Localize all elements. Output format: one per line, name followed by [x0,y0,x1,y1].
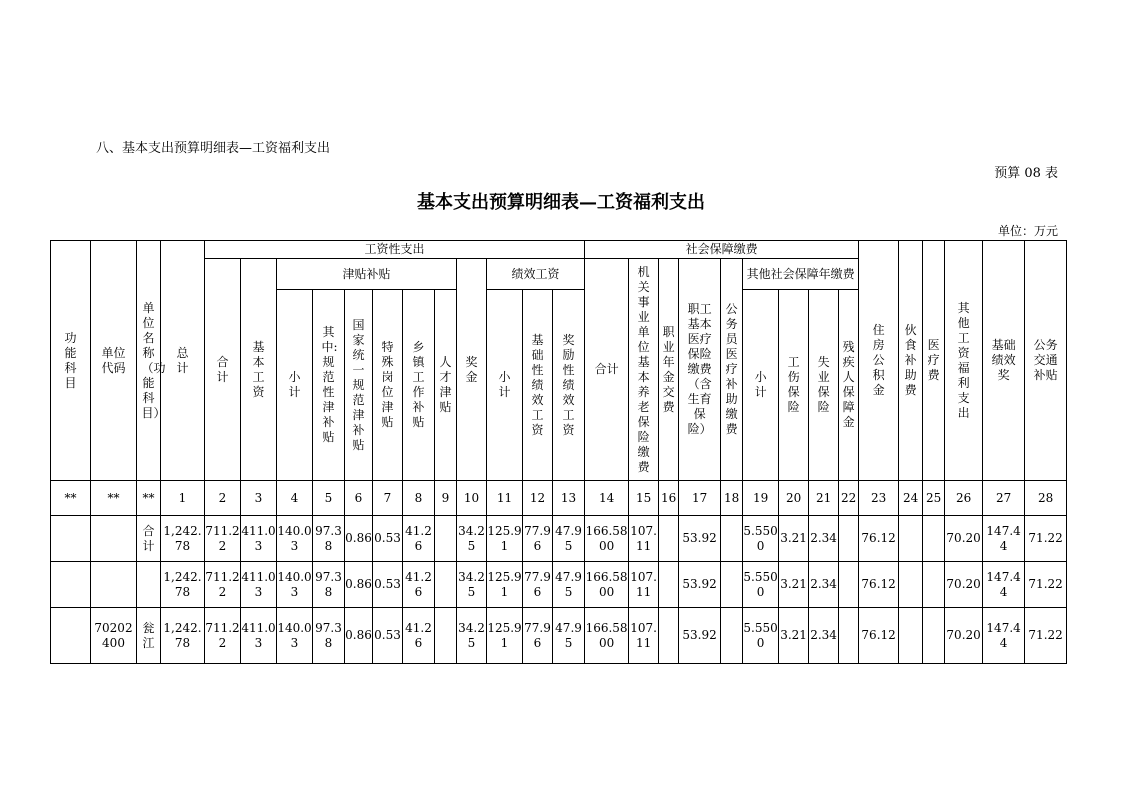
table-cell [91,562,137,608]
header-basic-perf-award: 基础绩效奖 [983,241,1025,481]
table-cell: 14 [585,481,629,516]
table-cell: 0.86 [345,516,373,562]
table-cell: 26 [945,481,983,516]
table-cell: 76.12 [859,562,899,608]
table-cell: 25 [923,481,945,516]
table-cell [51,608,91,664]
table-cell: 3.21 [779,516,809,562]
table-cell [435,516,457,562]
table-cell: 76.12 [859,608,899,664]
table-cell: 22 [839,481,859,516]
table-cell: 28 [1025,481,1067,516]
table-cell: 97.38 [313,608,345,664]
header-code: 单位代码 [91,241,137,481]
table-cell: 3.21 [779,608,809,664]
header-name: 单位名称（功能科目） [137,241,161,481]
table-cell [923,562,945,608]
table-cell: 70.20 [945,608,983,664]
table-cell: 1,242.78 [161,562,205,608]
header-perf-group: 绩效工资 [487,259,585,290]
table-cell: 2.34 [809,608,839,664]
table-cell: 4 [277,481,313,516]
table-cell: 0.53 [373,608,403,664]
table-cell: 41.26 [403,516,435,562]
table-cell: 140.03 [277,516,313,562]
table-cell: 711.22 [205,516,241,562]
table-cell: 147.44 [983,608,1025,664]
table-cell: 7 [373,481,403,516]
table-row [51,516,1067,562]
table-cell: 3 [241,481,277,516]
table-cell: 1,242.78 [161,516,205,562]
table-cell [839,562,859,608]
table-cell: 5.5500 [743,608,779,664]
table-cell: 6 [345,481,373,516]
table-cell: 34.25 [457,516,487,562]
table-cell [721,608,743,664]
table-cell: 2.34 [809,562,839,608]
table-cell: 107.11 [629,516,659,562]
table-cell: 17 [679,481,721,516]
header-other-sub: 小计 [743,290,779,481]
table-cell: 125.91 [487,516,523,562]
table-cell: 125.91 [487,562,523,608]
table-cell: 瓮江 [137,608,161,664]
table-cell: 2 [205,481,241,516]
table-cell: 15 [629,481,659,516]
table-cell: 76.12 [859,516,899,562]
table-cell: ** [91,481,137,516]
table-cell [923,608,945,664]
table-cell: 19 [743,481,779,516]
table-cell [659,608,679,664]
table-cell: 47.95 [553,516,585,562]
header-housing: 住房公积金 [859,241,899,481]
header-total: 总计 [161,241,205,481]
table-cell: 11 [487,481,523,516]
header-wage-sum: 合计 [205,259,241,481]
table-cell: 0.53 [373,562,403,608]
header-other-group: 其他社会保障年缴费 [743,259,859,290]
table-cell: 12 [523,481,553,516]
header-social-sum: 合计 [585,259,629,481]
header-wage-group: 工资性支出 [205,241,585,259]
table-cell: 47.95 [553,562,585,608]
index-row [51,481,1067,516]
table-cell: 5.5500 [743,516,779,562]
table-cell: 0.53 [373,516,403,562]
table-cell: 71.22 [1025,516,1067,562]
table-cell: 166.5800 [585,516,629,562]
table-cell: 24 [899,481,923,516]
table-cell: 0.86 [345,608,373,664]
table-cell: 70202400 [91,608,137,664]
budget-table [50,240,1067,664]
table-cell [435,562,457,608]
table-cell: 77.96 [523,516,553,562]
table-cell: 34.25 [457,562,487,608]
table-cell: 1 [161,481,205,516]
header-unemploy: 失业保险 [809,290,839,481]
table-cell: 71.22 [1025,562,1067,608]
table-cell [839,608,859,664]
table-cell [923,516,945,562]
table-cell: 107.11 [629,562,659,608]
header-perf-sub: 小计 [487,290,523,481]
table-cell: 140.03 [277,608,313,664]
unit-label: 单位：万元 [997,224,1058,238]
header-allow-norm: 其中:规范性津补贴 [313,290,345,481]
header-allow-talent: 人才津贴 [435,290,457,481]
header-allow-sub: 小计 [277,290,313,481]
table-cell: 166.5800 [585,562,629,608]
table-cell: 53.92 [679,608,721,664]
table-cell: 23 [859,481,899,516]
table-cell: 2.34 [809,516,839,562]
table-row [51,608,1067,664]
table-cell [51,562,91,608]
header-other-welfare: 其他工资福利支出 [945,241,983,481]
table-cell [721,562,743,608]
table-cell: 411.03 [241,516,277,562]
table-cell: 77.96 [523,562,553,608]
header-perf-basic: 基础性绩效工资 [523,290,553,481]
table-cell: 16 [659,481,679,516]
header-perf-reward: 奖励性绩效工资 [553,290,585,481]
table-cell: 97.38 [313,562,345,608]
table-cell: 41.26 [403,562,435,608]
table-row [51,562,1067,608]
table-cell: 411.03 [241,562,277,608]
table-cell: 27 [983,481,1025,516]
section-title: 八、基本支出预算明细表—工资福利支出 [96,141,331,156]
header-social-group: 社会保障缴费 [585,241,859,259]
table-cell: 41.26 [403,608,435,664]
table-cell [137,562,161,608]
table-cell: 125.91 [487,608,523,664]
table-cell: 47.95 [553,608,585,664]
table-cell: 711.22 [205,608,241,664]
table-cell: 53.92 [679,562,721,608]
table-cell [721,516,743,562]
table-cell: 147.44 [983,562,1025,608]
table-cell [435,608,457,664]
header-pension: 机关事业单位基本养老保险缴费 [629,259,659,481]
table-cell: 147.44 [983,516,1025,562]
table-cell: 411.03 [241,608,277,664]
header-row-1 [51,241,1067,259]
table-cell: 20 [779,481,809,516]
header-civil-med: 公务员医疗补助缴费 [721,259,743,481]
header-medical: 职工基本医疗保险缴费（含生育保险） [679,259,721,481]
table-cell [899,516,923,562]
header-allow-town: 乡镇工作补贴 [403,290,435,481]
header-injury: 工伤保险 [779,290,809,481]
table-cell: 5 [313,481,345,516]
header-annuity: 职业年金交费 [659,259,679,481]
table-cell: 53.92 [679,516,721,562]
table-cell: 13 [553,481,585,516]
table-cell [659,562,679,608]
table-cell: 97.38 [313,516,345,562]
table-cell: 9 [435,481,457,516]
table-cell: 71.22 [1025,608,1067,664]
table-cell: ** [51,481,91,516]
table-cell: 5.5500 [743,562,779,608]
header-transport: 公务交通补贴 [1025,241,1067,481]
table-cell: 70.20 [945,516,983,562]
table-cell: ** [137,481,161,516]
table-cell: 3.21 [779,562,809,608]
header-meal: 伙食补助费 [899,241,923,481]
table-cell: 107.11 [629,608,659,664]
table-cell: 21 [809,481,839,516]
header-medfee: 医疗费 [923,241,945,481]
table-cell: 合计 [137,516,161,562]
table-cell: 140.03 [277,562,313,608]
table-cell: 34.25 [457,608,487,664]
table-cell: 77.96 [523,608,553,664]
table-cell: 10 [457,481,487,516]
table-cell [839,516,859,562]
header-func: 功能科目 [51,241,91,481]
table-cell: 166.5800 [585,608,629,664]
table-cell: 70.20 [945,562,983,608]
table-number: 预算 08 表 [994,166,1058,181]
page-title: 基本支出预算明细表—工资福利支出 [417,192,705,213]
table-cell: 0.86 [345,562,373,608]
table-cell [659,516,679,562]
header-basic-wage: 基本工资 [241,259,277,481]
table-cell: 8 [403,481,435,516]
header-bonus: 奖金 [457,259,487,481]
table-cell [899,608,923,664]
table-cell: 711.22 [205,562,241,608]
table-cell [91,516,137,562]
header-disabled: 残疾人保障金 [839,290,859,481]
table-cell [51,516,91,562]
table-cell: 1,242.78 [161,608,205,664]
header-allowance-group: 津贴补贴 [277,259,457,290]
table-cell: 18 [721,481,743,516]
header-allow-national: 国家统一规范津补贴 [345,290,373,481]
header-allow-post: 特殊岗位津贴 [373,290,403,481]
table-cell [899,562,923,608]
